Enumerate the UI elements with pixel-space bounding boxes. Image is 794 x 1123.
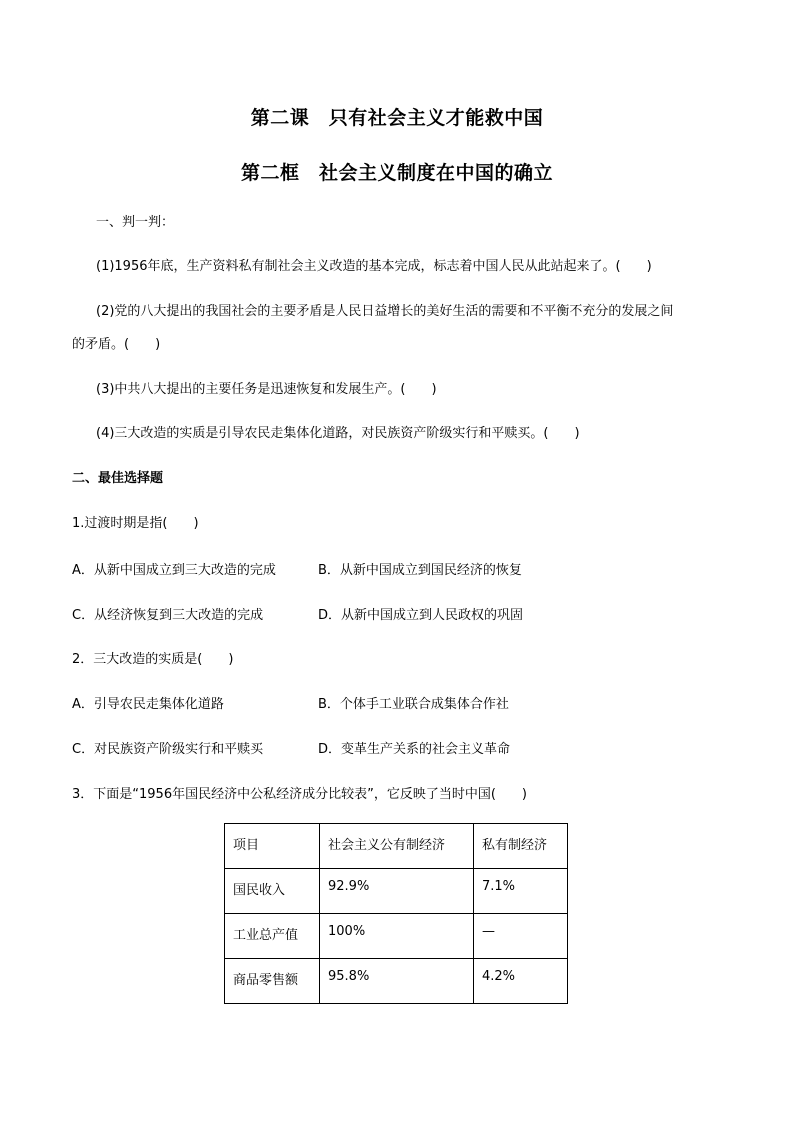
judge-item-2-cont: 的矛盾。( ): [72, 337, 161, 352]
table-header-cell: 社会主义公有制经济: [320, 824, 474, 869]
judge-item-4: (4)三大改造的实质是引导农民走集体化道路，对民族资产阶级实行和平赎买。( ): [96, 426, 580, 441]
frame-title: 第二框 社会主义制度在中国的确立: [240, 162, 553, 184]
section2-heading: 二、最佳选择题: [72, 471, 164, 486]
q2-option-d: D．变革生产关系的社会主义革命: [318, 742, 511, 757]
q1-option-c: C．从经济恢复到三大改造的完成: [72, 608, 264, 623]
q1-option-b: B．从新中国成立到国民经济的恢复: [318, 563, 522, 578]
judge-item-3: (3)中共八大提出的主要任务是迅速恢复和发展生产。( ): [96, 382, 437, 397]
q1-option-d: D．从新中国成立到人民政权的巩固: [318, 608, 524, 623]
judge-item-1: (1)1956年底，生产资料私有制社会主义改造的基本完成，标志着中国人民从此站起来了。( ): [96, 259, 652, 274]
q1-option-a: A．从新中国成立到三大改造的完成: [72, 563, 276, 578]
judge-item-2: (2)党的八大提出的我国社会的主要矛盾是人民日益增长的美好生活的需要和不平衡不充分的发展之间: [96, 304, 674, 319]
table-cell: 工业总产值: [225, 914, 320, 959]
section1-heading: 一、判一判：: [96, 215, 175, 230]
table-header-cell: 私有制经济: [474, 824, 568, 869]
table-row: [225, 959, 568, 1004]
economy-comparison-table: [224, 823, 568, 1004]
table-cell: 商品零售额: [225, 959, 320, 1004]
q1-stem: 1.过渡时期是指( ): [72, 516, 199, 531]
table-row: [225, 869, 568, 914]
q2-option-c: C．对民族资产阶级实行和平赎买: [72, 742, 264, 757]
table-cell: 国民收入: [225, 869, 320, 914]
q2-option-a: A．引导农民走集体化道路: [72, 697, 224, 712]
q2-stem: 2．三大改造的实质是( ): [72, 652, 234, 667]
q2-option-b: B．个体手工业联合成集体合作社: [318, 697, 509, 712]
table-cell: 95.8%: [320, 959, 474, 1004]
table-header-cell: 项目: [225, 824, 320, 869]
q3-stem: 3．下面是“1956年国民经济中公私经济成分比较表”，它反映了当时中国( ): [72, 787, 527, 802]
table-cell: 7.1%: [474, 869, 568, 914]
table-header-row: [225, 824, 568, 869]
table-cell: 4.2%: [474, 959, 568, 1004]
lesson-title: 第二课 只有社会主义才能救中国: [250, 107, 544, 129]
table-row: [225, 914, 568, 959]
table-cell: 92.9%: [320, 869, 474, 914]
table-cell: 100%: [320, 914, 474, 959]
table-cell: —: [474, 914, 568, 959]
